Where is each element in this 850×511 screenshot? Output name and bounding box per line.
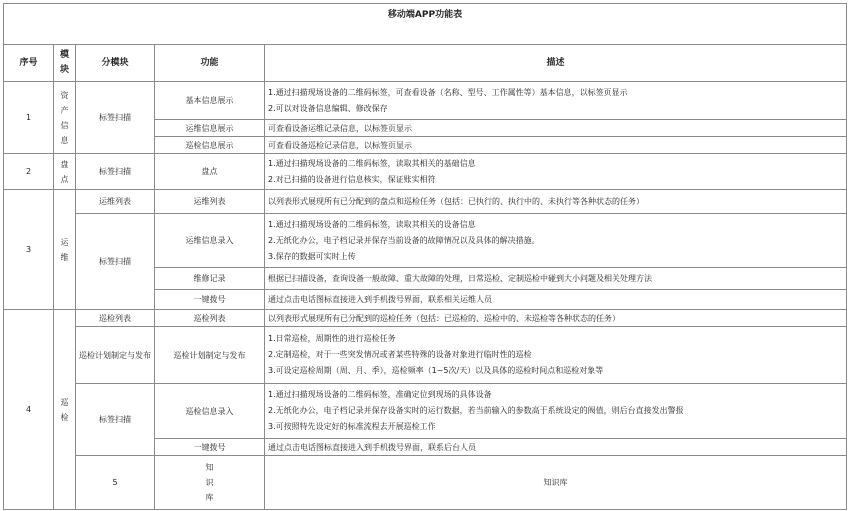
submodule-cell: 标签扫描 (76, 214, 155, 310)
submodule-cell: 知识库 (265, 456, 847, 510)
submodule-cell: 标签扫描 (76, 82, 155, 154)
description-cell: 1.通过扫描现场设备的二维码标签，读取其相关的基础信息 2.对已扫描的设备进行信息核实，保证账实相符 (265, 154, 847, 190)
header-function: 功能 (155, 45, 265, 82)
submodule-cell: 标签扫描 (76, 384, 155, 456)
description-cell: 通过点击电话图标直接进入到手机拨号界面，联系相关运维人员 (265, 290, 847, 310)
function-cell: 运维列表 (155, 190, 265, 214)
function-cell: 一键拨号 (155, 439, 265, 456)
description-cell: 可查看设备运维记录信息，以标签页显示 (265, 120, 847, 137)
header-module: 模块 (54, 45, 76, 82)
function-cell: 巡检列表 (155, 310, 265, 327)
header-description: 描述 (265, 45, 847, 82)
submodule-cell: 巡检列表 (76, 310, 155, 327)
function-table (3, 3, 847, 510)
module-cell: 资 产 信 息 (54, 82, 76, 154)
table-row (4, 82, 847, 120)
table-row (4, 214, 847, 268)
table-row (4, 327, 847, 384)
row-number: 2 (4, 154, 54, 190)
row-number: 3 (4, 190, 54, 310)
table-title: 移动端APP功能表 (4, 4, 847, 45)
submodule-cell: 巡检计划制定与发布 (76, 327, 155, 384)
module-cell: 运 维 (54, 190, 76, 310)
function-cell: 维修记录 (155, 268, 265, 290)
description-cell: 可查看设备巡检记录信息，以标签页显示 (265, 137, 847, 154)
table-row (4, 310, 847, 327)
row-number: 4 (4, 310, 54, 510)
description-cell: 以列表形式展现所有已分配到的盘点和巡检任务（包括：已执行的、执行中的、未执行等各种状态的任务） (265, 190, 847, 214)
table-row (4, 384, 847, 439)
table-row (4, 154, 847, 190)
table-row (4, 456, 847, 510)
module-cell: 巡 检 (54, 310, 76, 510)
row-number: 1 (4, 82, 54, 154)
row-number: 5 (76, 456, 155, 510)
header-submodule: 分模块 (76, 45, 155, 82)
description-cell: 1.通过扫描现场设备的二维码标签，读取其相关的设备信息 2.无纸化办公，电子档记录并保存当前设备的故障情况以及具体的解决措施。 3.保存的数据可实时上传 (265, 214, 847, 268)
table-row (4, 190, 847, 214)
submodule-cell: 运维列表 (76, 190, 155, 214)
module-cell: 知 识 库 (155, 456, 265, 510)
function-cell: 巡检计划制定与发布 (155, 327, 265, 384)
description-cell: 1.日常巡检，周期性的进行巡检任务 2.定制巡检，对于一些突发情况或者某些特殊的设备对象进行临时性的巡检 3.可设定巡检周期（周、月、季），巡检频率（1~5次/天）以及具体的巡检时间点和巡检对象等 (265, 327, 847, 384)
module-cell: 盘 点 (54, 154, 76, 190)
title-row (4, 4, 847, 45)
function-cell: 巡检信息展示 (155, 137, 265, 154)
header-seq: 序号 (4, 45, 54, 82)
function-cell: 盘点 (155, 154, 265, 190)
function-cell: 一键拨号 (155, 290, 265, 310)
description-cell: 通过点击电话图标直接进入到手机拨号界面，联系后台人员 (265, 439, 847, 456)
description-cell: 以列表形式展现所有已分配到的巡检任务（包括：已巡检的、巡检中的、未巡检等各种状态的任务） (265, 310, 847, 327)
function-cell: 运维信息展示 (155, 120, 265, 137)
description-cell: 1.通过扫描现场设备的二维码标签，准确定位到现场的具体设备 2.无纸化办公，电子档记录并保存设备实时的运行数据，若当前输入的参数高于系统设定的阀值，则后台直接发出警报 3.可按照特先设定好的标准流程去开展巡检工作 (265, 384, 847, 439)
description-cell: 1.通过扫描现场设备的二维码标签，可查看设备（名称、型号、工作属性等）基本信息，以标签页显示 2.可以对设备信息编辑、修改保存 (265, 82, 847, 120)
function-cell: 巡检信息录入 (155, 384, 265, 439)
submodule-cell: 标签扫描 (76, 154, 155, 190)
function-cell: 基本信息展示 (155, 82, 265, 120)
header-row (4, 45, 847, 82)
description-cell: 根据已扫描设备，查询设备一般故障、重大故障的处理，日常巡检、定制巡检中碰到大小问题及相关处理方法 (265, 268, 847, 290)
function-cell: 运维信息录入 (155, 214, 265, 268)
